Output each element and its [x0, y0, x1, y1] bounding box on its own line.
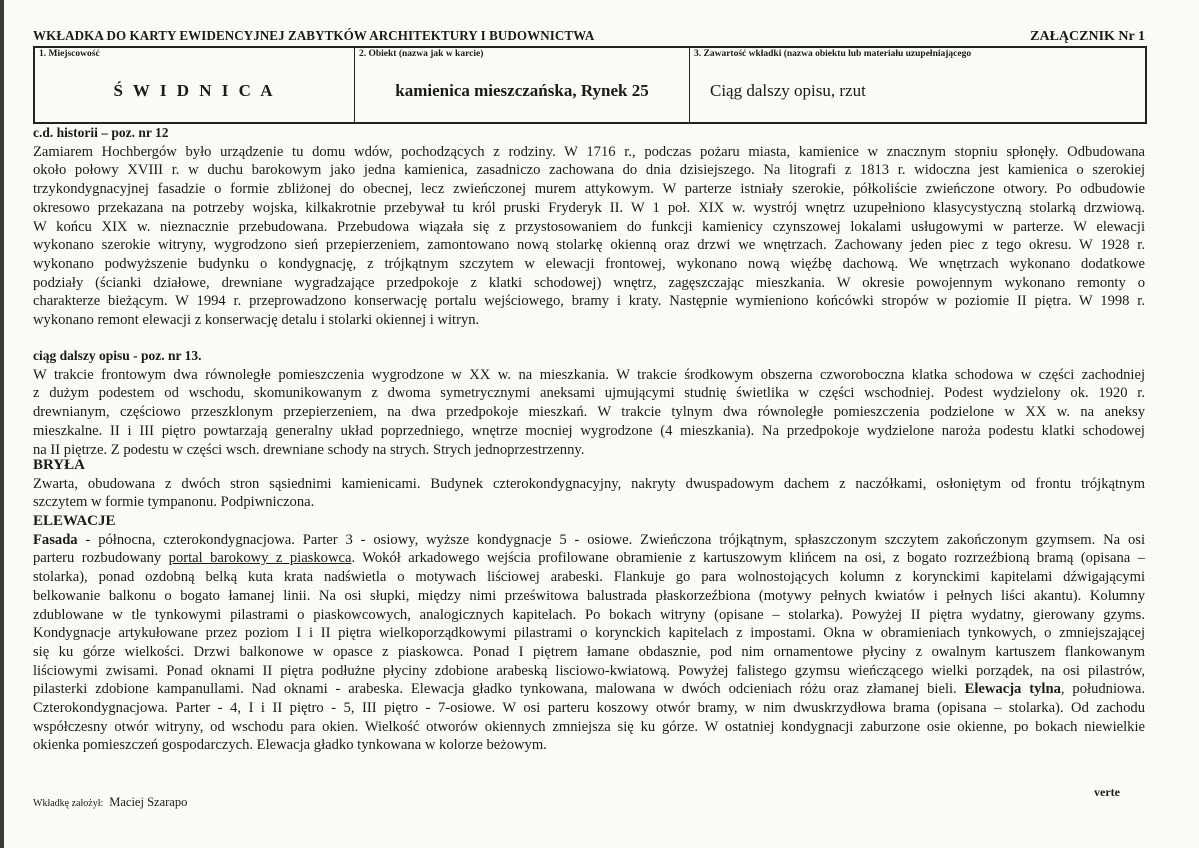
document-title: WKŁADKA DO KARTY EWIDENCYJNEJ ZABYTKÓW ARCHITEKTURY I BUDOWNICTWA [33, 29, 595, 44]
text-line: trzykondygnacyjnej fasadzie o formie zbliżonej do obecnej, lecz zwieńczonej murem attykowym. W parterze istniały szerokie, półkoliście zwieńczone otwory. Po odbudowie [33, 181, 1145, 198]
text-line: Zwarta, obudowana z dwóch stron sąsiednimi kamienicami. Budynek czterokondygnacyjny, nakryty dwuspadowym dachem z naczółkami, osłoniętym od frontu trójkątnym [33, 475, 1145, 492]
section-bryla [33, 456, 1145, 512]
text-line: okresowo przekazana na potrzeby wojska, kilkakrotnie przebywał tu król pruski Fryderyk II. W 1 poł. XIX w. wystrój wnętrz uzupełniono klasycystyczną stolarką drzwiową. [33, 199, 1145, 216]
text-line: wykonano remont elewacji z konserwację detalu i stolarki okiennej i witryn. [33, 312, 480, 329]
text-line: około połowy XVIII r. w duchu barokowym jako jedna kamienica, zasadniczo zachowana do dnia dzisiejszego. Na litografi z 1813 r. widoczna jest kamienica o szerokiej [33, 162, 1145, 179]
text-line: stolarka), ponad ozdobną belką kuta krata nadświetla o motywach liściowej arabeski. Flankuje go para wolnostojących kolumn z korynckimi kapitelami dźwigającymi [33, 569, 1145, 586]
scan-edge [0, 0, 4, 848]
section-elewacje [33, 512, 1145, 755]
content-cell [690, 48, 1145, 122]
text-line: W trakcie frontowym dwa równoległe pomieszczenia wygrodzone w XX w. na mieszkania. W trakcie środkowym obszerna czworoboczna klatka schodowa w części zachodniej [33, 366, 1145, 383]
text-line: mieszkalne. II i III piętro powtarzają generalny układ poprzedniego, wnętrze mocniej wygrodzone (4 mieszkania). Na przedpokoje wydzielone naroża podestu klatki schodowej [33, 422, 1145, 439]
locality-cell [35, 48, 355, 122]
text-line: zdublowane w tle tynkowymi pilastrami o piaskowcowych, analogicznych kapitelach. Po bokach witryny (opisane – stolarka). Powyżej II piętra wydatny, gierowany gzyms. [33, 606, 1145, 623]
object-caption: 2. Obiekt (nazwa jak w karcie) [359, 49, 484, 59]
text-line: W końcu XIX w. nieznacznie przebudowana. Przebudowa wiązała się z przystosowaniem do funkcji kamienicy czynszowej lokalami usługowymi w parterze. W elewacji [33, 218, 1145, 235]
locality-value: Ś W I D N I C A [113, 81, 276, 100]
text-line: belkowanie balkonu o bogato łamanej linii. Na osi słupki, między nimi prześwitowa balustrada płaskorzeźbiona (motywy pełnych kwiatów i pełnych liści akantu). Kolumny [33, 587, 1145, 604]
section-heading: ELEWACJE [33, 513, 116, 529]
section-heading: c.d. historii – poz. nr 12 [33, 125, 169, 140]
text-line: szczytem w formie tympanonu. Podpiwniczona. [33, 494, 315, 511]
text-line: podziały (ścianki działowe, drewniane wygradzające przedpokoje z klatki schodowej) wnętrz, zagęszczając mieszkania. W okresie powojennym wykonano remonty o [33, 274, 1145, 291]
text-segment: parteru rozbudowany [33, 550, 169, 567]
text-line: drewnianym, częściowo przeszklonym przepierzeniem, na dwa przedpokoje mieszkań. W trakcie tylnym dwa równoległe pomieszczenia podzielone w XX w. na aneksy [33, 404, 1145, 421]
text-segment: . Wokół arkadowego wejścia profilowane obramienie z kartuszowym klińcem na osi, z bogato rozrzeźbioną bramą (opisana – [351, 550, 1145, 567]
underlined-term: portal barokowy z piaskowca [168, 550, 352, 567]
section-heading: BRYŁA [33, 457, 85, 473]
text-line [33, 680, 1145, 699]
text-segment: - północna, czterokondygnacjowa. Parter 3 - osiowy, wyższe kondygnacje 5 - osiowe. Zwieńczona trójkątnym, spłaszczonym szczytem zakończonym gzymsem. Na osi [77, 531, 1145, 548]
text-line: się ku górze wielkości. Drzwi balkonowe w opasce z piaskowca. Ponad I piętrem łamane obdasznie, pod nim ornamentowe płyciny z owalnym kartuszem flankowanym [33, 643, 1145, 660]
footer-author [33, 795, 187, 810]
bold-term: Fasada [33, 531, 78, 548]
text-line: Czterokondygnacjowa. Parter - 4, I i II piętro - 5, III piętro - 7-osiowe. W osi parteru koszowy otwór bramy, w nim dwuskrzydłowa brama (opisana – stolarka). Od zachodu [33, 700, 1145, 717]
text-line: wykonano szerokie witryny, wygrodzono sień przepierzeniem, zamontowano nową stolarkę okienną oraz drzwi we wnętrzach. Zachowany jeden piec z tego okresu. W 1928 r. [33, 237, 1145, 254]
section-heading: ciąg dalszy opisu - poz. nr 13. [33, 348, 202, 363]
text-line: z dużym podestem od wschodu, skomunikowanym z dwoma symetrycznymi aneksami ujmującymi studnię świetlika w części wschodniej. Podest wydzielony ok. 1920 r. [33, 385, 1145, 402]
author-name: Maciej Szarapo [109, 795, 188, 809]
header-form-table [33, 46, 1147, 124]
text-line: Kondygnacje artykułowane przez poziom I i II piętra wielkoporządkowymi pilastrami o korynckich kapitelach z impostami. Okna w obramieniach tynkowych, o zmniejszającej [33, 625, 1145, 642]
text-line [33, 531, 1145, 550]
locality-caption: 1. Miejscowość [39, 49, 100, 59]
text-line: na II piętrze. Z podestu w części wsch. drewniane schody na strych. Strych jednoprzestrzenny. [33, 441, 585, 458]
text-segment: pilasterki zdobione kampanullami. Nad oknami - arabeska. Elewacja gładko tynkowana, malowana w dwóch odcieniach różu oraz złamanej bieli. [33, 681, 965, 698]
author-label: Wkładkę założył: [33, 798, 104, 809]
text-line [33, 549, 1145, 568]
text-line: wykonano podwyższenie budynku o kondygnację, z trójkątnym szczytem w elewacji frontowej, wykonano nową więźbę dachową. We wnętrzach wykonano dodatkowe [33, 255, 1145, 272]
text-segment: , południowa. [1060, 681, 1145, 698]
section-description [33, 347, 1145, 459]
text-line: liściowymi zwisami. Ponad oknami II piętra podłużne płyciny zdobione arabeską lisciowo-kwiatową. Powyżej falistego gzymsu wieńczącego wielki porządek, na osi pilastrów, [33, 662, 1145, 679]
text-line: okienka pomieszczeń gospodarczych. Elewacja gładko tynkowana w kolorze beżowym. [33, 737, 547, 754]
verte-label: verte [1094, 785, 1120, 799]
object-value: kamienica mieszczańska, Rynek 25 [395, 81, 649, 100]
text-line: charakterze bieżącym. W 1994 r. przeprowadzono konserwację portalu wejściowego, bramy i kraty. Następnie wymieniono końcówki stropów w poziomie II piętra. W 1998 r. [33, 293, 1145, 310]
text-line: współczesny otwór witryny, od wschodu para okien. Wielkość otworów okiennych zmniejsza się ku górze. W ostatniej kondygnacji zaburzone osie okienne, po bokach niewielkie [33, 718, 1145, 735]
annex-label: ZAŁĄCZNIK Nr 1 [1030, 29, 1145, 44]
section-history [33, 124, 1145, 330]
content-value: Ciąg dalszy opisu, rzut [710, 81, 866, 100]
object-cell [355, 48, 690, 122]
bold-term: Elewacja tylna [964, 681, 1061, 698]
content-caption: 3. Zawartość wkładki (nazwa obiektu lub materiału uzupełniającego [694, 49, 972, 59]
text-line: Zamiarem Hochbergów było urządzenie tu domu wdów, pochodzących z rodziny. W 1716 r., podczas pożaru miasta, kamienice w znacznym stopniu spłonęły. Odbudowana [33, 143, 1145, 160]
